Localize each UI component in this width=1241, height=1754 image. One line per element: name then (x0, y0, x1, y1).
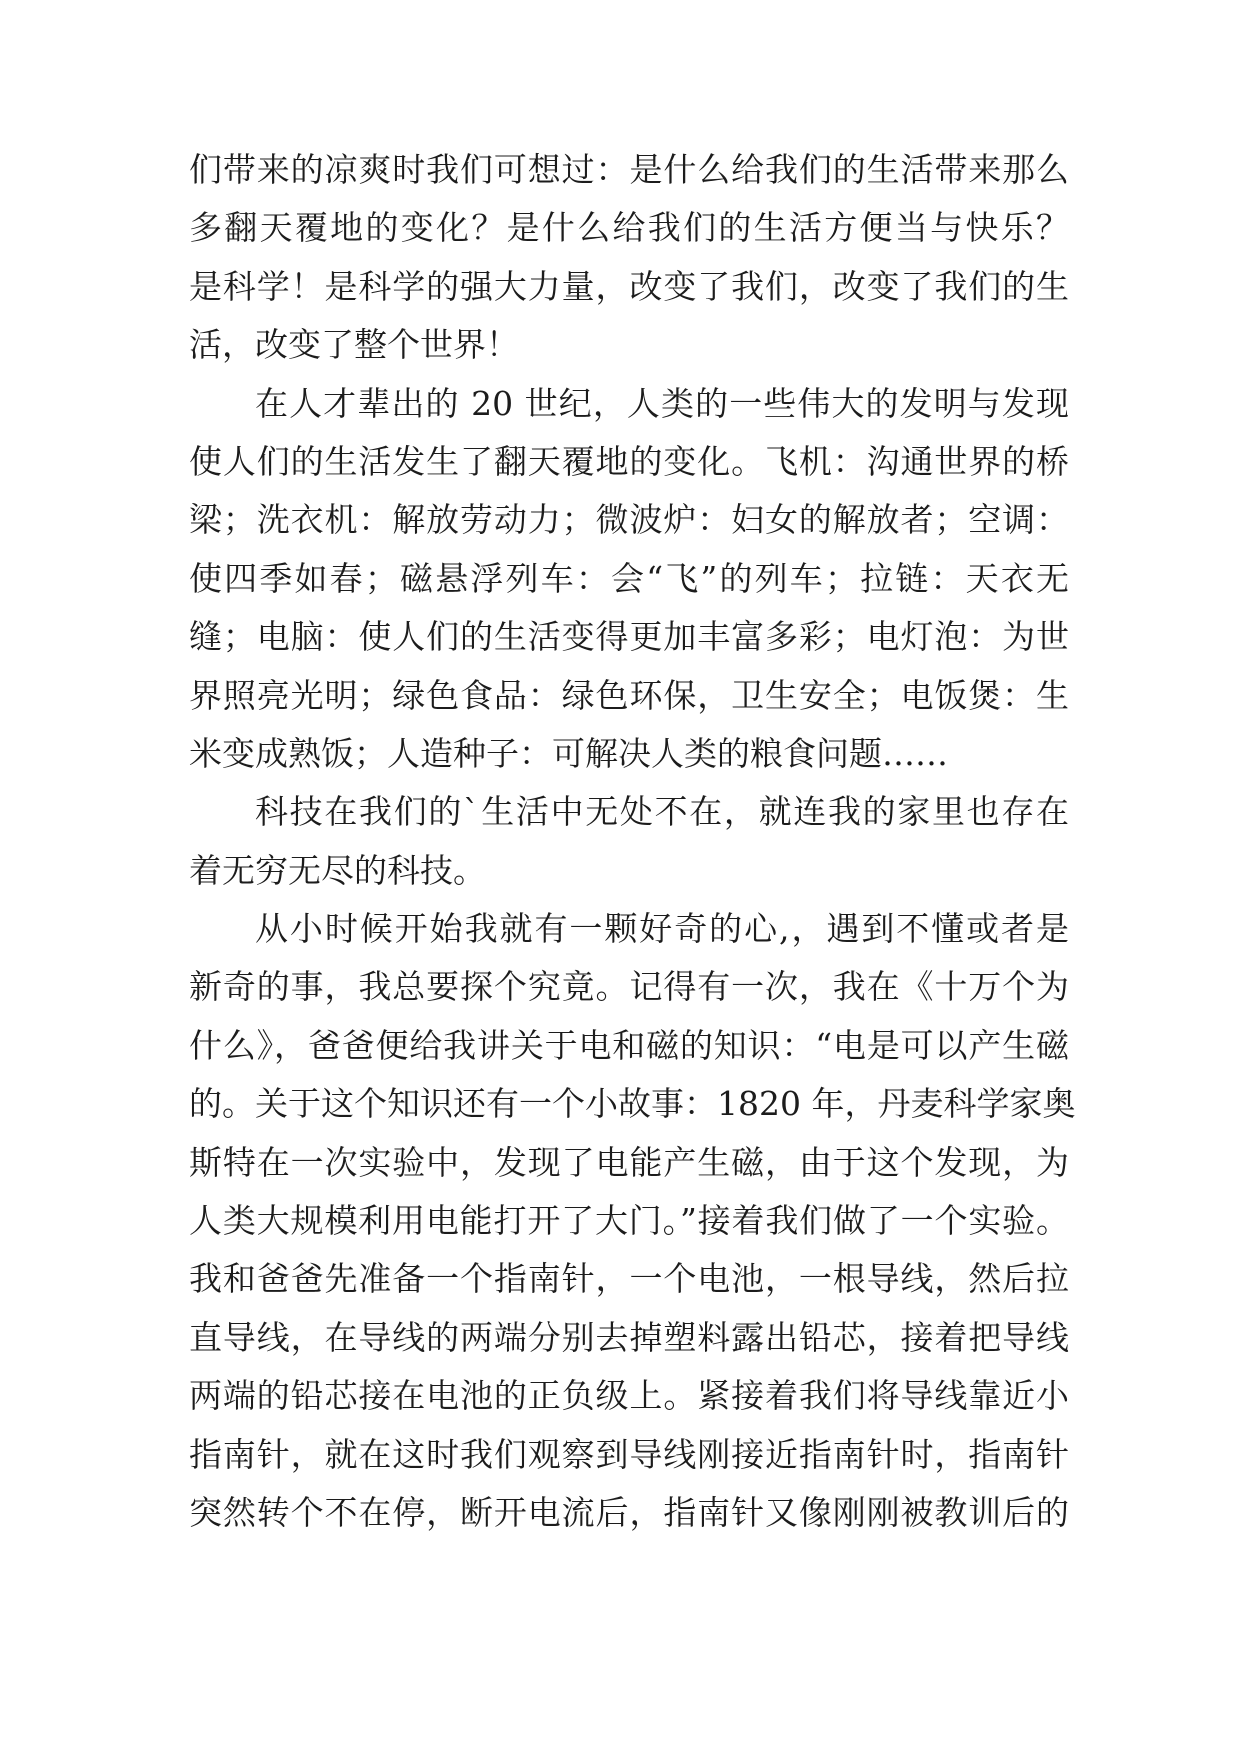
text-line: 什么》，爸爸便给我讲关于电和磁的知识：“电是可以产生磁 (189, 1025, 1069, 1065)
text-line: 活，改变了整个世界！ (189, 325, 519, 365)
text-line: 多翻天覆地的变化？是什么给我们的生活方便当与快乐？ (189, 208, 1069, 248)
text-line: 科技在我们的`生活中无处不在，就连我的家里也存在 (255, 792, 1069, 832)
text-line: 直导线，在导线的两端分别去掉塑料露出铅芯，接着把导线 (189, 1317, 1069, 1357)
text-line: 从小时候开始我就有一颗好奇的心,，遇到不懂或者是 (255, 909, 1069, 949)
text-line: 两端的铅芯接在电池的正负级上。紧接着我们将导线靠近小 (189, 1376, 1069, 1416)
text-line: 斯特在一次实验中，发现了电能产生磁，由于这个发现，为 (189, 1142, 1069, 1182)
text-line: 在人才辈出的 20 世纪，人类的一些伟大的发明与发现 (255, 383, 1069, 423)
text-line: 使四季如春；磁悬浮列车：会“飞”的列车；拉链：天衣无 (189, 558, 1069, 598)
text-line: 们带来的凉爽时我们可想过：是什么给我们的生活带来那么 (189, 150, 1069, 189)
text-line: 使人们的生活发生了翻天覆地的变化。飞机：沟通世界的桥 (189, 441, 1069, 481)
body-text (189, 141, 1076, 1542)
text-line: 新奇的事，我总要探个究竟。记得有一次，我在《十万个为 (189, 967, 1069, 1007)
text-line: 我和爸爸先准备一个指南针，一个电池，一根导线，然后拉 (189, 1259, 1069, 1299)
text-line: 是科学！是科学的强大力量，改变了我们，改变了我们的生 (189, 266, 1069, 306)
text-line: 梁；洗衣机：解放劳动力；微波炉：妇女的解放者；空调： (189, 500, 1069, 540)
text-line: 突然转个不在停，断开电流后，指南针又像刚刚被教训后的 (189, 1492, 1069, 1532)
text-line: 人类大规模利用电能打开了大门。”接着我们做了一个实验。 (189, 1201, 1069, 1241)
text-line: 界照亮光明；绿色食品：绿色环保，卫生安全；电饭煲：生 (189, 675, 1069, 715)
text-line: 的。关于这个知识还有一个小故事：1820 年，丹麦科学家奥 (189, 1084, 1076, 1124)
text-line: 米变成熟饭；人造种子：可解决人类的粮食问题…… (189, 733, 948, 773)
text-line: 指南针，就在这时我们观察到导线刚接近指南针时，指南针 (189, 1434, 1069, 1474)
text-line: 着无穷无尽的科技。 (189, 850, 486, 890)
text-line: 缝；电脑：使人们的生活变得更加丰富多彩；电灯泡：为世 (189, 617, 1069, 657)
